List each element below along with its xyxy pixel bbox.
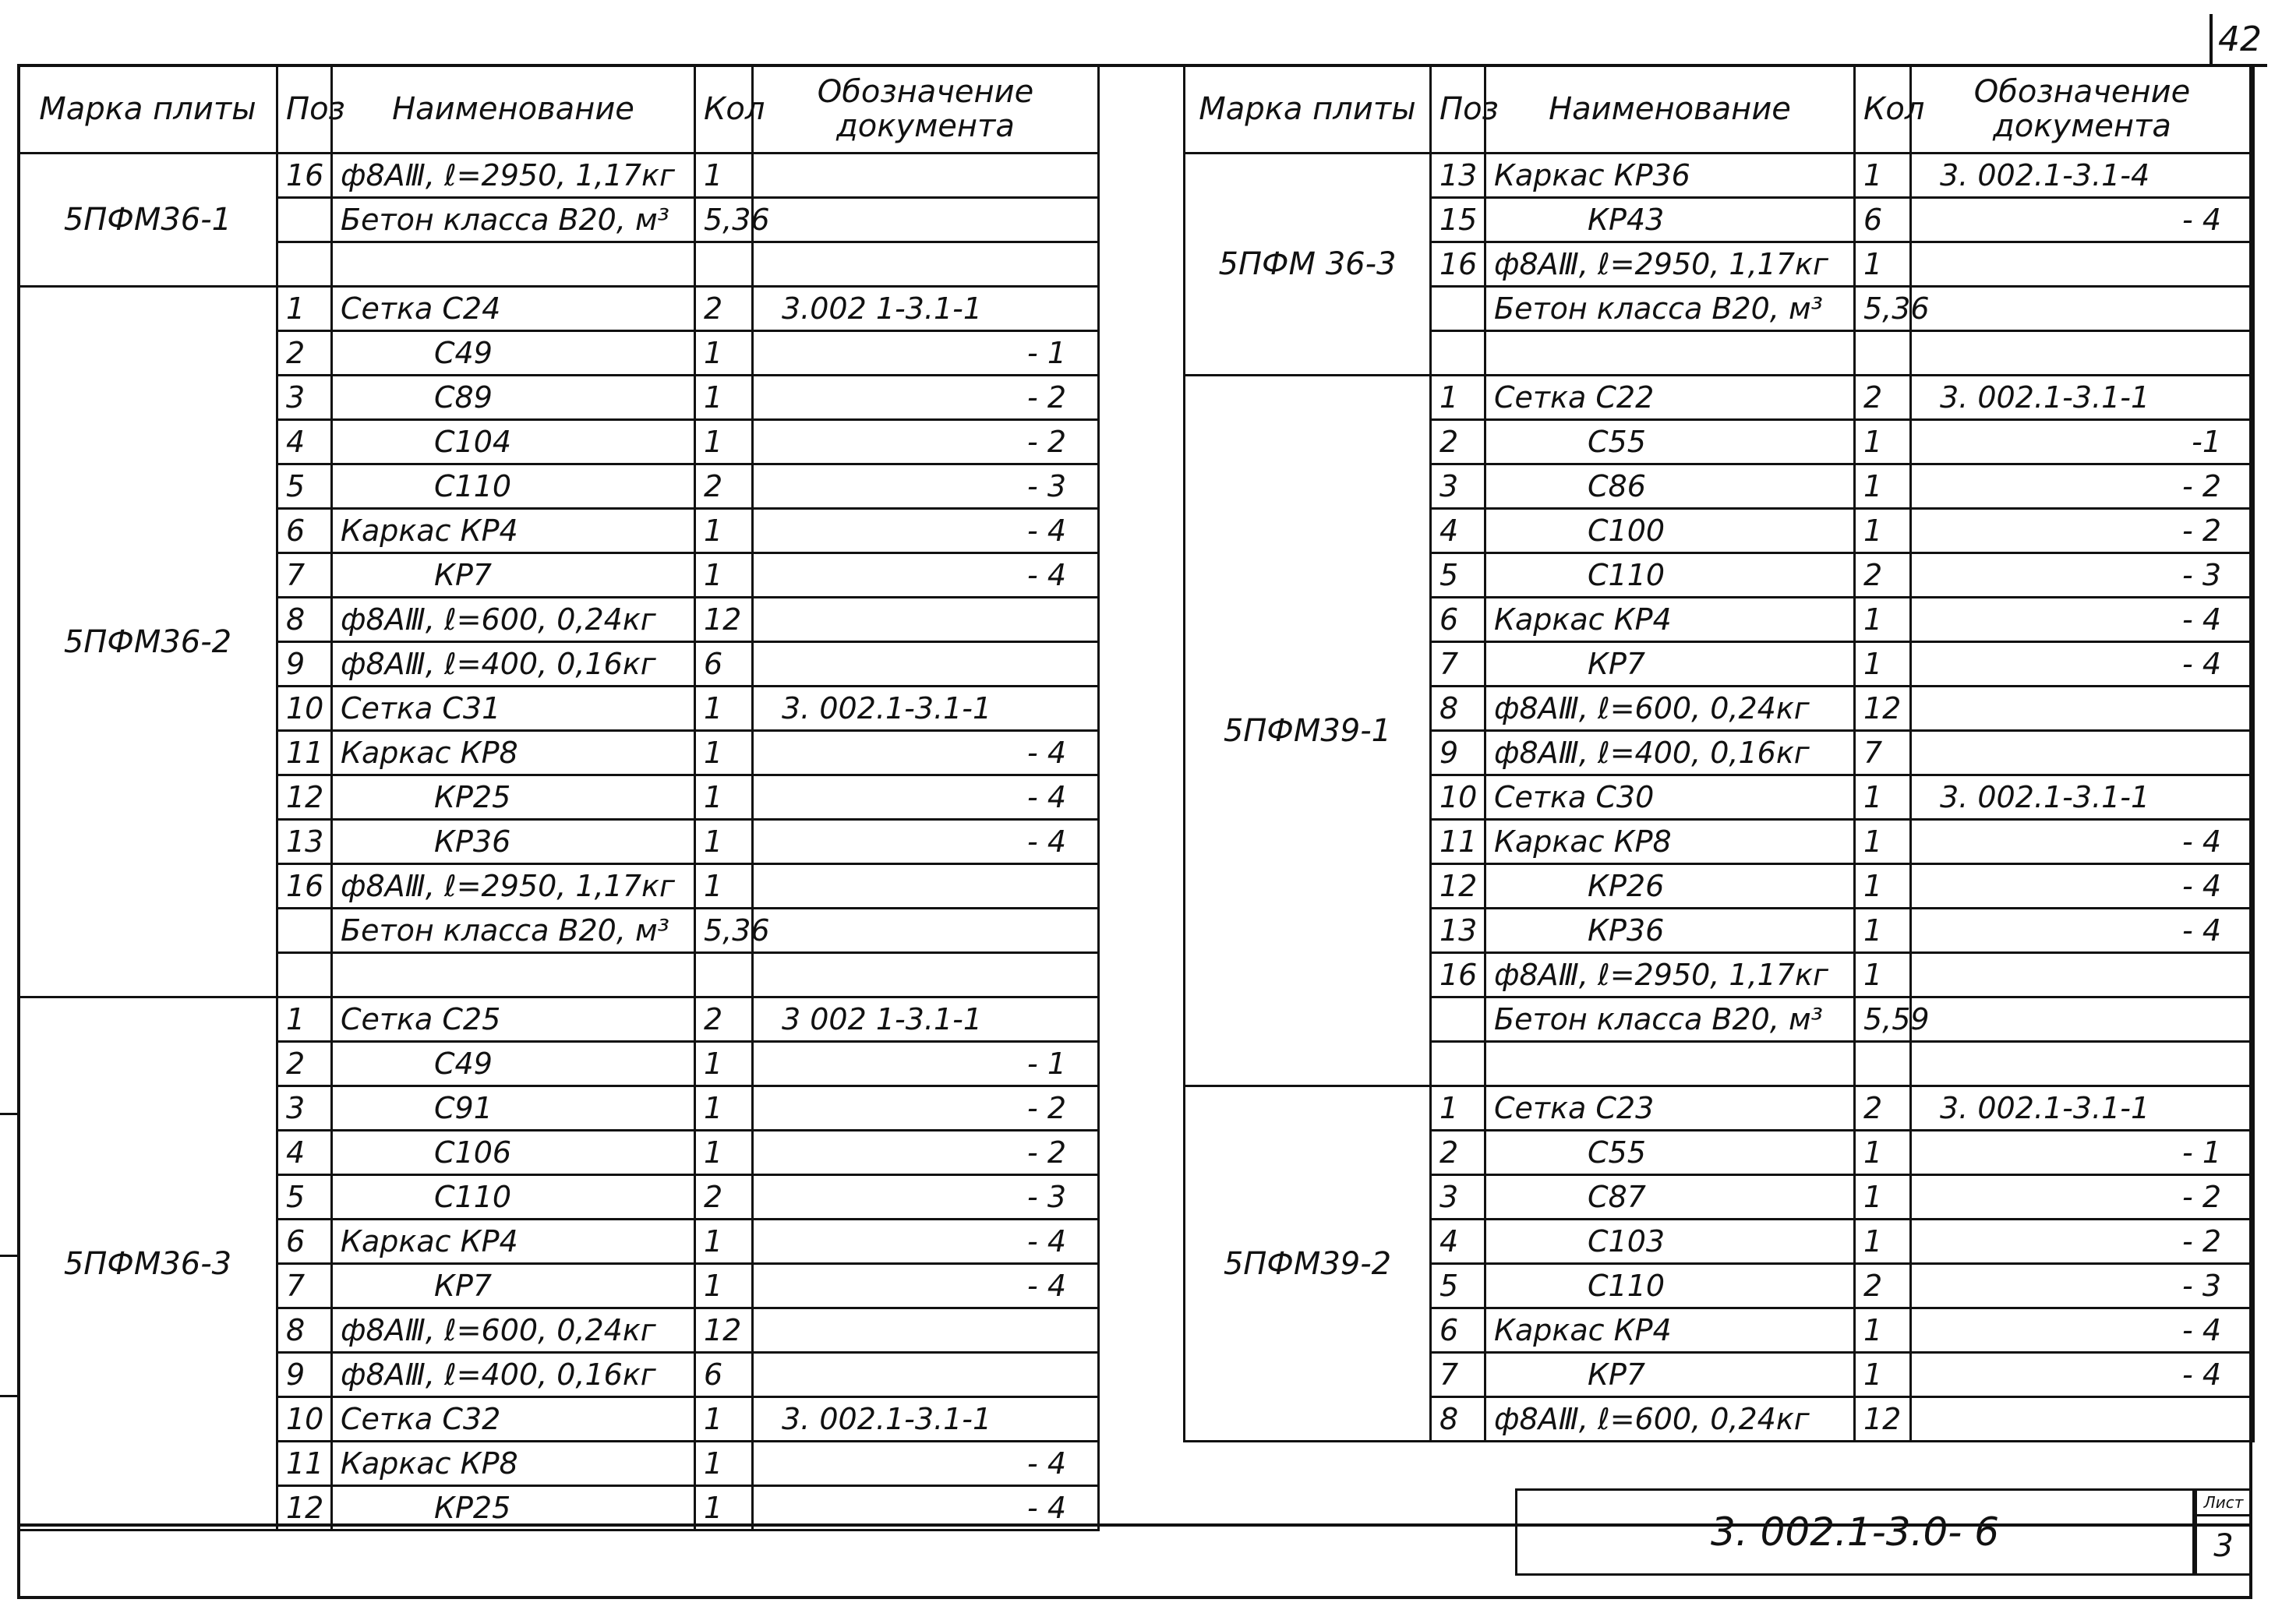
doc-cell	[1911, 1397, 2254, 1442]
qty-cell: 1	[695, 1042, 753, 1086]
qty-cell: 1	[695, 1397, 753, 1442]
qty-cell: 1	[695, 1220, 753, 1264]
name-cell: КР7	[1485, 1353, 1855, 1397]
pos-cell: 7	[277, 553, 332, 598]
pos-cell: 2	[277, 1042, 332, 1086]
pos-cell: 4	[277, 420, 332, 464]
pos-cell: 1	[277, 287, 332, 331]
name-cell: ф8АⅢ, ℓ=600, 0,24кг	[332, 1308, 695, 1353]
pos-cell	[277, 198, 332, 242]
qty-cell: 1	[1855, 953, 1911, 997]
qty-cell: 1	[695, 731, 753, 775]
doc-cell: - 4	[753, 553, 1099, 598]
name-cell: С91	[332, 1086, 695, 1131]
qty-cell: 5,36	[1855, 287, 1911, 331]
name-cell: Каркас КР4	[332, 509, 695, 553]
binding-mark	[0, 1255, 17, 1257]
qty-cell: 1	[695, 331, 753, 376]
doc-cell: - 2	[753, 1131, 1099, 1175]
doc-cell: - 2	[1911, 1175, 2254, 1220]
qty-cell: 12	[695, 598, 753, 642]
qty-cell: 1	[1855, 509, 1911, 553]
binding-mark	[0, 1395, 17, 1397]
qty-cell: 5,36	[695, 198, 753, 242]
qty-cell: 2	[695, 464, 753, 509]
pos-cell: 13	[1431, 154, 1485, 198]
table-row	[19, 997, 1099, 1042]
pos-cell: 5	[277, 1175, 332, 1220]
qty-cell: 1	[1855, 420, 1911, 464]
pos-cell: 9	[277, 642, 332, 687]
name-cell: ф8АⅢ, ℓ=400, 0,16кг	[332, 642, 695, 687]
pos-cell: 3	[1431, 1175, 1485, 1220]
name-cell: КР36	[1485, 909, 1855, 953]
doc-cell	[753, 642, 1099, 687]
qty-cell: 1	[1855, 154, 1911, 198]
qty-cell: 2	[1855, 1264, 1911, 1308]
pos-cell: 1	[1431, 376, 1485, 420]
qty-cell: 1	[695, 1442, 753, 1486]
header-pos: Поз	[277, 65, 332, 154]
pos-cell	[1431, 997, 1485, 1042]
pos-cell: 6	[1431, 598, 1485, 642]
header-row	[1185, 65, 2254, 154]
pos-cell	[1431, 331, 1485, 376]
doc-cell: - 1	[1911, 1131, 2254, 1175]
doc-cell: 3 002 1-3.1-1	[753, 997, 1099, 1042]
name-cell: С55	[1485, 1131, 1855, 1175]
qty-cell: 1	[695, 687, 753, 731]
pos-cell: 4	[277, 1131, 332, 1175]
name-cell: С103	[1485, 1220, 1855, 1264]
qty-cell: 1	[695, 1486, 753, 1530]
doc-cell: - 4	[753, 509, 1099, 553]
title-block-designation: 3. 002.1-3.0- 6	[1515, 1488, 2195, 1576]
doc-cell: - 1	[753, 331, 1099, 376]
qty-cell	[695, 953, 753, 997]
qty-cell: 12	[1855, 1397, 1911, 1442]
name-cell: С110	[1485, 553, 1855, 598]
doc-cell	[753, 1308, 1099, 1353]
qty-cell: 5,59	[1855, 997, 1911, 1042]
pos-cell: 10	[1431, 775, 1485, 820]
qty-cell: 2	[695, 1175, 753, 1220]
header-name: Наименование	[1485, 65, 1855, 154]
doc-cell: - 4	[1911, 642, 2254, 687]
qty-cell: 1	[695, 553, 753, 598]
doc-cell	[1911, 687, 2254, 731]
doc-cell: - 4	[1911, 598, 2254, 642]
name-cell: ф8АⅢ, ℓ=600, 0,24кг	[332, 598, 695, 642]
qty-cell: 2	[1855, 553, 1911, 598]
pos-cell: 3	[277, 1086, 332, 1131]
name-cell: ф8АⅢ, ℓ=400, 0,16кг	[332, 1353, 695, 1397]
name-cell: С87	[1485, 1175, 1855, 1220]
qty-cell: 1	[1855, 909, 1911, 953]
pos-cell: 16	[1431, 242, 1485, 287]
name-cell: Каркас КР4	[332, 1220, 695, 1264]
pos-cell: 12	[277, 1486, 332, 1530]
left-spec-table	[17, 64, 1100, 1531]
name-cell: Каркас КР4	[1485, 598, 1855, 642]
name-cell: Каркас КР8	[332, 1442, 695, 1486]
sheet-number: 3	[2213, 1528, 2234, 1564]
qty-cell	[695, 242, 753, 287]
pos-cell: 16	[277, 864, 332, 909]
qty-cell	[1855, 1042, 1911, 1086]
qty-cell: 1	[1855, 820, 1911, 864]
doc-cell	[753, 953, 1099, 997]
doc-cell: - 3	[1911, 1264, 2254, 1308]
qty-cell: 1	[695, 775, 753, 820]
brand-cell: 5ПФМ36-1	[19, 154, 277, 287]
right-spec-body	[1185, 154, 2254, 1442]
name-cell: С49	[332, 331, 695, 376]
page-number: 42	[2210, 14, 2267, 67]
table-row	[19, 287, 1099, 331]
doc-cell: - 3	[753, 1175, 1099, 1220]
header-brand: Марка плиты	[19, 65, 277, 154]
doc-cell: - 4	[753, 1486, 1099, 1530]
pos-cell: 9	[1431, 731, 1485, 775]
qty-cell: 1	[695, 1264, 753, 1308]
pos-cell: 13	[277, 820, 332, 864]
pos-cell: 2	[1431, 420, 1485, 464]
doc-cell	[753, 154, 1099, 198]
qty-cell: 6	[695, 642, 753, 687]
doc-cell: 3. 002.1-3.1-1	[1911, 376, 2254, 420]
doc-cell: - 4	[753, 1220, 1099, 1264]
qty-cell: 2	[1855, 376, 1911, 420]
qty-cell: 1	[1855, 1308, 1911, 1353]
qty-cell: 2	[1855, 1086, 1911, 1131]
qty-cell: 1	[695, 1131, 753, 1175]
qty-cell: 2	[695, 997, 753, 1042]
pos-cell: 8	[277, 1308, 332, 1353]
pos-cell: 5	[1431, 553, 1485, 598]
table-row	[1185, 376, 2254, 420]
name-cell: КР7	[332, 553, 695, 598]
doc-cell: - 4	[753, 775, 1099, 820]
qty-cell: 7	[1855, 731, 1911, 775]
name-cell: Бетон класса В20, м³	[1485, 287, 1855, 331]
qty-cell: 1	[1855, 1175, 1911, 1220]
doc-cell: 3. 002.1-3.1-1	[753, 1397, 1099, 1442]
pos-cell: 6	[277, 509, 332, 553]
pos-cell: 12	[1431, 864, 1485, 909]
name-cell: КР25	[332, 1486, 695, 1530]
name-cell: КР25	[332, 775, 695, 820]
doc-cell: - 4	[753, 820, 1099, 864]
name-cell: ф8АⅢ, ℓ=2950, 1,17кг	[1485, 953, 1855, 997]
brand-cell: 5ПФМ39-1	[1185, 376, 1431, 1086]
name-cell	[332, 953, 695, 997]
name-cell: С104	[332, 420, 695, 464]
doc-cell	[753, 598, 1099, 642]
pos-cell: 13	[1431, 909, 1485, 953]
brand-cell: 5ПФМ36-3	[19, 997, 277, 1530]
name-cell	[1485, 1042, 1855, 1086]
pos-cell: 8	[1431, 687, 1485, 731]
pos-cell: 3	[277, 376, 332, 420]
header-qty: Кол	[695, 65, 753, 154]
name-cell: ф8АⅢ, ℓ=2950, 1,17кг	[1485, 242, 1855, 287]
qty-cell	[1855, 331, 1911, 376]
name-cell: ф8АⅢ, ℓ=600, 0,24кг	[1485, 687, 1855, 731]
pos-cell	[277, 242, 332, 287]
table-row	[1185, 1086, 2254, 1131]
doc-cell	[753, 242, 1099, 287]
name-cell: С100	[1485, 509, 1855, 553]
table-row	[1185, 154, 2254, 198]
name-cell: Сетка С30	[1485, 775, 1855, 820]
doc-cell: - 2	[753, 420, 1099, 464]
qty-cell: 1	[1855, 598, 1911, 642]
doc-cell	[1911, 1042, 2254, 1086]
brand-cell: 5ПФМ39-2	[1185, 1086, 1431, 1442]
name-cell: КР7	[1485, 642, 1855, 687]
name-cell: Каркас КР36	[1485, 154, 1855, 198]
qty-cell: 6	[695, 1353, 753, 1397]
name-cell: С55	[1485, 420, 1855, 464]
doc-cell	[1911, 953, 2254, 997]
pos-cell: 8	[277, 598, 332, 642]
table-row	[19, 154, 1099, 198]
sheet-box	[2195, 1488, 2252, 1576]
doc-cell: - 4	[753, 1264, 1099, 1308]
brand-cell: 5ПФМ36-2	[19, 287, 277, 997]
brand-cell: 5ПФМ 36-3	[1185, 154, 1431, 376]
pos-cell	[277, 953, 332, 997]
name-cell: Бетон класса В20, м³	[332, 909, 695, 953]
doc-cell: - 4	[1911, 1308, 2254, 1353]
header-pos: Поз	[1431, 65, 1485, 154]
right-spec-table	[1183, 64, 2255, 1442]
name-cell: КР43	[1485, 198, 1855, 242]
doc-cell	[753, 198, 1099, 242]
pos-cell: 7	[277, 1264, 332, 1308]
doc-cell: - 2	[1911, 464, 2254, 509]
doc-cell: - 3	[1911, 553, 2254, 598]
name-cell: Бетон класса В20, м³	[1485, 997, 1855, 1042]
sheet-label: Лист	[2197, 1491, 2250, 1516]
qty-cell: 1	[1855, 1220, 1911, 1264]
pos-cell: 10	[277, 1397, 332, 1442]
name-cell: С110	[1485, 1264, 1855, 1308]
qty-cell: 1	[695, 864, 753, 909]
name-cell: Каркас КР8	[332, 731, 695, 775]
name-cell: Каркас КР8	[1485, 820, 1855, 864]
name-cell: Сетка С23	[1485, 1086, 1855, 1131]
doc-cell	[1911, 242, 2254, 287]
name-cell: С106	[332, 1131, 695, 1175]
doc-cell: 3. 002.1-3.1-1	[753, 687, 1099, 731]
qty-cell: 6	[1855, 198, 1911, 242]
name-cell: ф8АⅢ, ℓ=400, 0,16кг	[1485, 731, 1855, 775]
pos-cell: 12	[277, 775, 332, 820]
name-cell: С86	[1485, 464, 1855, 509]
qty-cell: 1	[1855, 1131, 1911, 1175]
pos-cell: 5	[1431, 1264, 1485, 1308]
doc-cell: - 1	[753, 1042, 1099, 1086]
doc-cell: - 2	[753, 376, 1099, 420]
header-name: Наименование	[332, 65, 695, 154]
doc-cell: - 2	[753, 1086, 1099, 1131]
doc-cell: - 2	[1911, 509, 2254, 553]
doc-cell: - 4	[1911, 820, 2254, 864]
doc-cell: - 4	[1911, 909, 2254, 953]
qty-cell: 1	[695, 154, 753, 198]
doc-cell	[753, 864, 1099, 909]
name-cell: ф8АⅢ, ℓ=2950, 1,17кг	[332, 154, 695, 198]
pos-cell: 1	[1431, 1086, 1485, 1131]
pos-cell: 7	[1431, 642, 1485, 687]
name-cell	[1485, 331, 1855, 376]
pos-cell: 3	[1431, 464, 1485, 509]
doc-cell	[1911, 997, 2254, 1042]
pos-cell: 8	[1431, 1397, 1485, 1442]
qty-cell: 5,36	[695, 909, 753, 953]
binding-mark	[0, 1113, 17, 1115]
doc-cell: -1	[1911, 420, 2254, 464]
name-cell: С110	[332, 1175, 695, 1220]
pos-cell: 2	[277, 331, 332, 376]
qty-cell: 12	[1855, 687, 1911, 731]
name-cell: Сетка С22	[1485, 376, 1855, 420]
pos-cell: 5	[277, 464, 332, 509]
pos-cell: 11	[1431, 820, 1485, 864]
qty-cell: 1	[1855, 775, 1911, 820]
qty-cell: 1	[695, 1086, 753, 1131]
pos-cell: 6	[277, 1220, 332, 1264]
pos-cell: 2	[1431, 1131, 1485, 1175]
pos-cell: 10	[277, 687, 332, 731]
name-cell: Сетка С32	[332, 1397, 695, 1442]
qty-cell: 1	[1855, 642, 1911, 687]
pos-cell: 4	[1431, 1220, 1485, 1264]
qty-cell: 1	[695, 820, 753, 864]
doc-cell	[1911, 287, 2254, 331]
name-cell: С110	[332, 464, 695, 509]
pos-cell: 16	[1431, 953, 1485, 997]
doc-cell: 3. 002.1-3.1-4	[1911, 154, 2254, 198]
qty-cell: 2	[695, 287, 753, 331]
doc-cell	[753, 909, 1099, 953]
doc-cell: - 4	[753, 1442, 1099, 1486]
pos-cell: 7	[1431, 1353, 1485, 1397]
pos-cell: 11	[277, 731, 332, 775]
name-cell: Бетон класса В20, м³	[332, 198, 695, 242]
doc-cell: - 4	[1911, 198, 2254, 242]
doc-cell: 3.002 1-3.1-1	[753, 287, 1099, 331]
name-cell: ф8АⅢ, ℓ=2950, 1,17кг	[332, 864, 695, 909]
header-doc: Обозначение документа	[753, 65, 1099, 154]
qty-cell: 1	[695, 509, 753, 553]
name-cell: Сетка С31	[332, 687, 695, 731]
header-brand: Марка плиты	[1185, 65, 1431, 154]
doc-cell: - 2	[1911, 1220, 2254, 1264]
name-cell: С89	[332, 376, 695, 420]
doc-cell	[1911, 331, 2254, 376]
header-qty: Кол	[1855, 65, 1911, 154]
pos-cell	[1431, 1042, 1485, 1086]
pos-cell: 1	[277, 997, 332, 1042]
doc-cell: 3. 002.1-3.1-1	[1911, 1086, 2254, 1131]
doc-cell: - 4	[1911, 1353, 2254, 1397]
qty-cell: 1	[1855, 864, 1911, 909]
name-cell: КР26	[1485, 864, 1855, 909]
doc-cell: - 3	[753, 464, 1099, 509]
left-spec-body	[19, 154, 1099, 1530]
name-cell: КР36	[332, 820, 695, 864]
pos-cell: 6	[1431, 1308, 1485, 1353]
qty-cell: 1	[1855, 1353, 1911, 1397]
name-cell: КР7	[332, 1264, 695, 1308]
doc-cell: - 4	[753, 731, 1099, 775]
qty-cell: 1	[1855, 242, 1911, 287]
doc-cell	[1911, 731, 2254, 775]
qty-cell: 1	[695, 376, 753, 420]
pos-cell	[277, 909, 332, 953]
pos-cell: 4	[1431, 509, 1485, 553]
name-cell: Каркас КР4	[1485, 1308, 1855, 1353]
doc-cell: - 4	[1911, 864, 2254, 909]
pos-cell: 16	[277, 154, 332, 198]
qty-cell: 1	[695, 420, 753, 464]
pos-cell: 15	[1431, 198, 1485, 242]
pos-cell: 11	[277, 1442, 332, 1486]
name-cell: Сетка С25	[332, 997, 695, 1042]
qty-cell: 12	[695, 1308, 753, 1353]
header-doc: Обозначение документа	[1911, 65, 2254, 154]
doc-cell: 3. 002.1-3.1-1	[1911, 775, 2254, 820]
name-cell: С49	[332, 1042, 695, 1086]
name-cell: ф8АⅢ, ℓ=600, 0,24кг	[1485, 1397, 1855, 1442]
qty-cell: 1	[1855, 464, 1911, 509]
name-cell	[332, 242, 695, 287]
name-cell: Сетка С24	[332, 287, 695, 331]
header-row	[19, 65, 1099, 154]
pos-cell: 9	[277, 1353, 332, 1397]
pos-cell	[1431, 287, 1485, 331]
doc-cell	[753, 1353, 1099, 1397]
